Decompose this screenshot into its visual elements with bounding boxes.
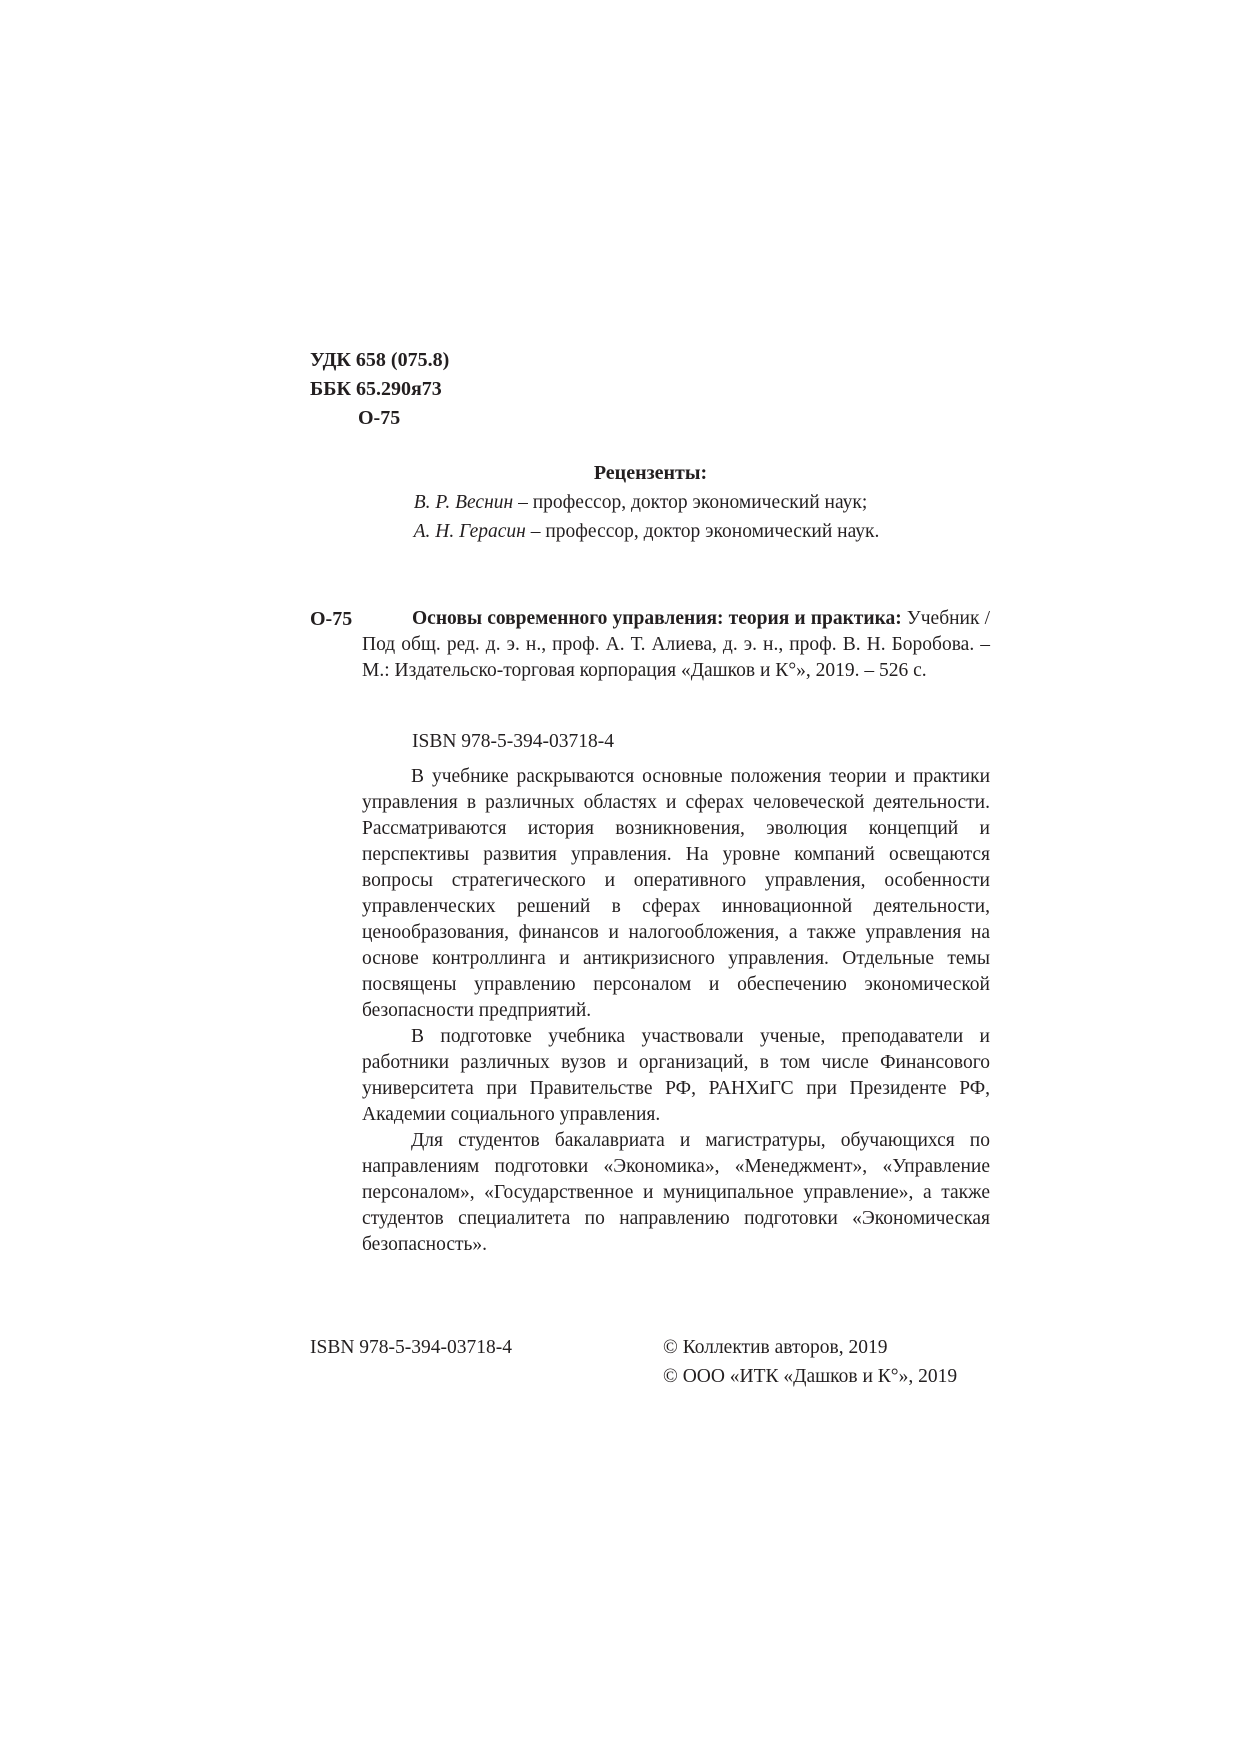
annotation-paragraph: В подготовке учебника участвовали ученые, преподаватели и работники различных вузов и организаций, в том числе Финансового университета при Правительстве РФ, РАНХиГС при Президенте РФ, Академии социального управления.	[362, 1026, 990, 1125]
bbk-code: ББК 65.290я73	[310, 378, 442, 400]
reviewer-line	[0, 519, 1241, 545]
reviewer-name: В. Р. Веснин	[413, 492, 514, 513]
reviewer-name: А. Н. Герасин	[413, 521, 526, 542]
copyright-line: © ООО «ИТК «Дашков и К°», 2019	[663, 1366, 958, 1387]
copyright-line: © Коллектив авторов, 2019	[663, 1337, 888, 1358]
book-details: Учебник / Под общ. ред. д. э. н., проф. А. Т. Алиева, д. э. н., проф. В. Н. Боробова. – М.: Издательско-торговая корпорация «Дашков и К°», 2019. – 526 с.	[362, 608, 990, 681]
reviewer-line	[0, 490, 1241, 516]
entry-code: О-75	[310, 608, 353, 630]
bibliographic-entry	[362, 606, 990, 684]
book-title: Основы современного управления: теория и практика:	[412, 608, 902, 629]
entry-isbn: ISBN 978-5-394-03718-4	[412, 731, 615, 752]
annotation-paragraph: В учебнике раскрываются основные положения теории и практики управления в различных областях и сферах человеческой деятельности. Рассматриваются история возникновения, эволюция концепций и перспективы развития управления. На уровне компаний освещаются вопросы стратегического и оперативного управления, особенности управленческих решений в сферах инновационной деятельности, ценообразования, финансов и налогообложения, а также управления на основе контроллинга и антикризисного управления. Отдельные темы посвящены управлению персоналом и обеспечению экономической безопасности предприятий.	[362, 766, 990, 1021]
annotation	[362, 764, 990, 1258]
author-mark: О-75	[358, 407, 401, 429]
footer-isbn: ISBN 978-5-394-03718-4	[310, 1337, 513, 1358]
annotation-paragraph: Для студентов бакалавриата и магистратуры, обучающихся по направлениям подготовки «Экономика», «Менеджмент», «Управление персоналом», «Государственное и муниципальное управление», а также студентов специалитета по направлению подготовки «Экономическая безопасность».	[362, 1130, 990, 1255]
reviewers-title: Рецензенты:	[593, 462, 708, 484]
reviewer-role: – профессор, доктор экономический наук.	[525, 521, 880, 542]
reviewer-role: – профессор, доктор экономический наук;	[513, 492, 868, 513]
copyright-block	[663, 1335, 957, 1393]
udk-code: УДК 658 (075.8)	[310, 349, 450, 371]
